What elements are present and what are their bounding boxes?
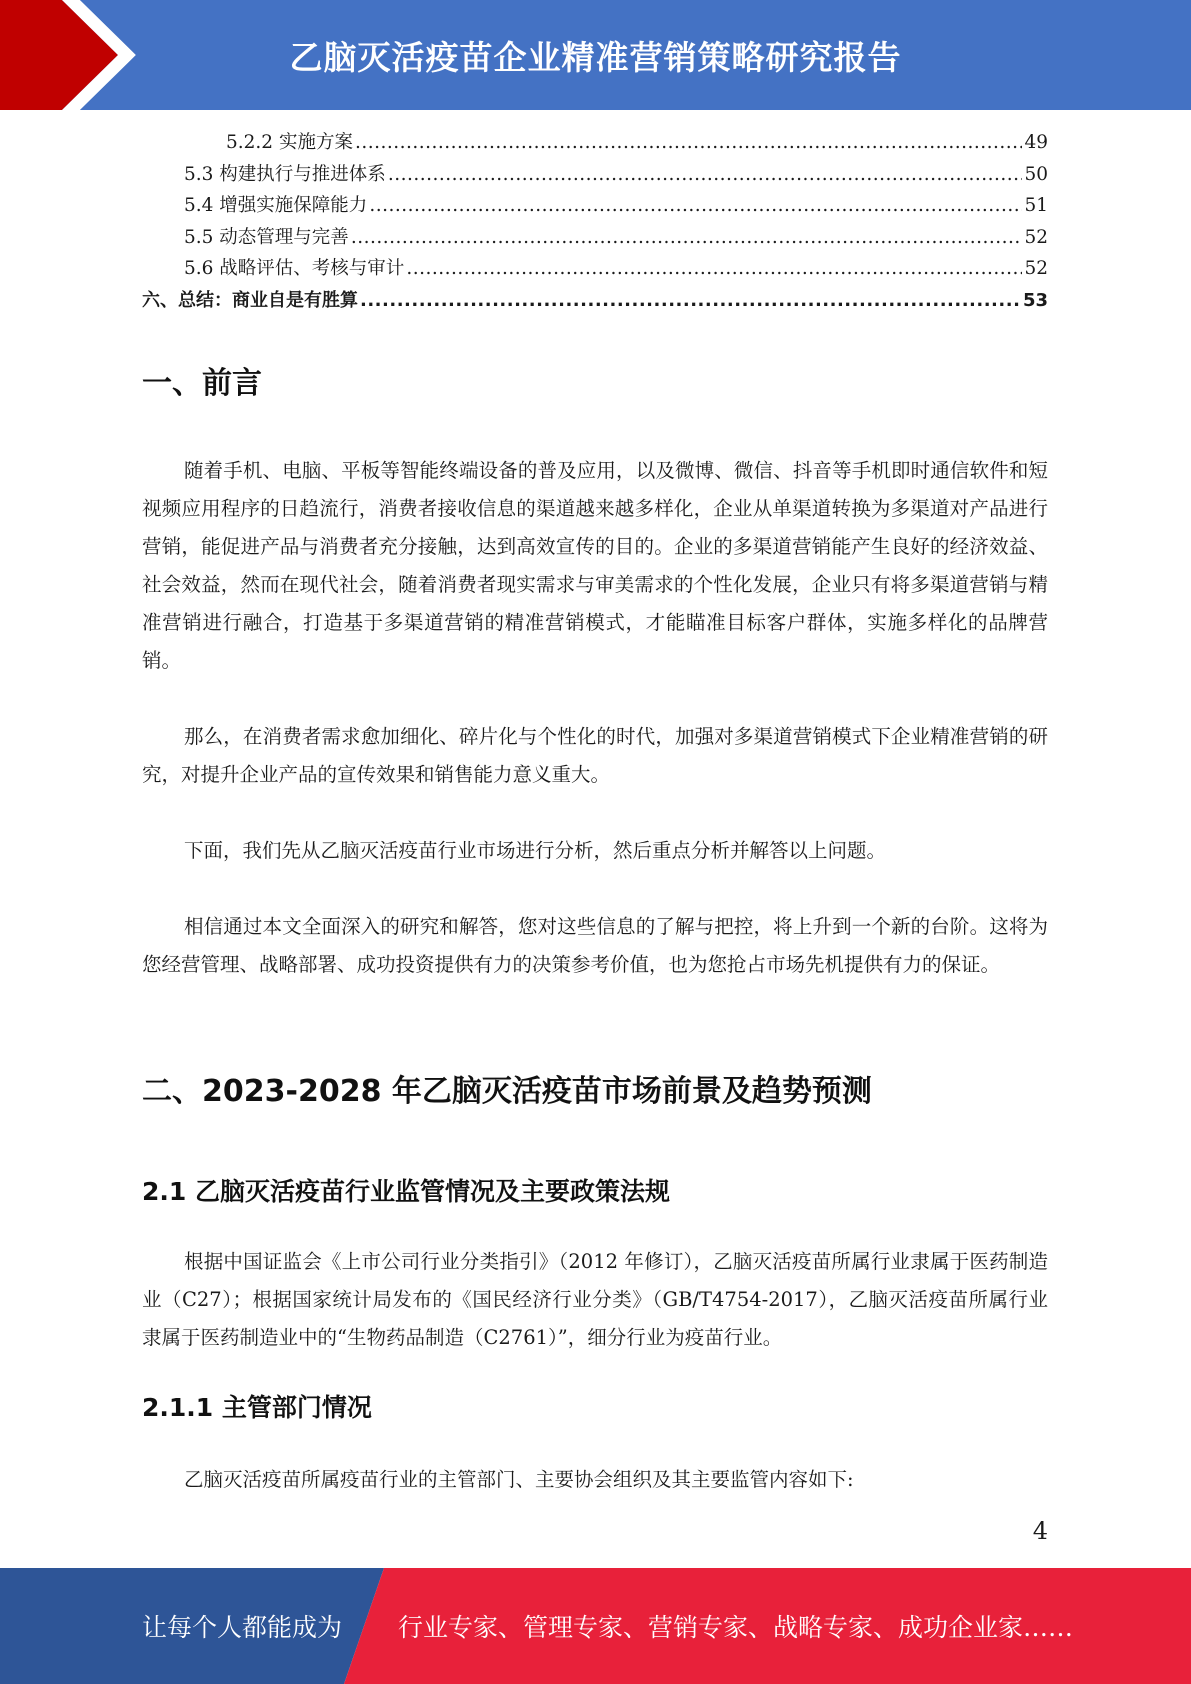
toc-page: 52 bbox=[1024, 226, 1048, 248]
footer-slogan-left: 让每个人都能成为 bbox=[142, 1613, 343, 1642]
toc-page: 52 bbox=[1024, 258, 1048, 279]
toc-page: 53 bbox=[1022, 289, 1048, 311]
toc-label: 5.3 构建执行与推进体系 bbox=[184, 163, 386, 185]
page-footer bbox=[0, 1568, 1191, 1684]
toc-entry[interactable] bbox=[142, 223, 1048, 255]
toc-page: 50 bbox=[1024, 163, 1048, 185]
toc-leader-dots bbox=[355, 132, 1023, 153]
toc-label: 5.5 动态管理与完善 bbox=[184, 226, 349, 248]
toc-leader-dots bbox=[351, 227, 1023, 248]
section-heading-preface: 一、前言 bbox=[142, 366, 262, 401]
page-number: 4 bbox=[1032, 1517, 1048, 1545]
paragraph: 那么，在消费者需求愈加细化、碎片化与个性化的时代，加强对多渠道营销模式下企业精准营销的研究，对提升企业产品的宣传效果和销售能力意义重大。 bbox=[142, 725, 1048, 786]
table-of-contents bbox=[142, 128, 1048, 317]
toc-entry[interactable] bbox=[142, 254, 1048, 286]
toc-label: 5.6 战略评估、考核与审计 bbox=[184, 258, 405, 279]
toc-leader-dots bbox=[369, 195, 1022, 216]
paragraph: 乙脑灭活疫苗所属疫苗行业的主管部门、主要协会组织及其主要监管内容如下: bbox=[184, 1468, 854, 1491]
paragraph: 下面，我们先从乙脑灭活疫苗行业市场进行分析，然后重点分析并解答以上问题。 bbox=[184, 839, 887, 862]
toc-leader-dots bbox=[388, 164, 1023, 185]
section-heading-market-forecast: 二、2023-2028 年乙脑灭活疫苗市场前景及趋势预测 bbox=[142, 1074, 872, 1109]
page-header bbox=[0, 0, 1191, 110]
paragraph: 随着手机、电脑、平板等智能终端设备的普及应用，以及微博、微信、抖音等手机即时通信软件和短视频应用程序的日趋流行，消费者接收信息的渠道越来越多样化，企业从单渠道转换为多渠道对产品进行营销，能促进产品与消费者充分接触，达到高效宣传的目的。企业的多渠道营销能产生良好的经济效益、社会效益，然而在现代社会，随着消费者现实需求与审美需求的个性化发展，企业只有将多渠道营销与精准营销进行融合，打造基于多渠道营销的精准营销模式，才能瞄准目标客户群体，实施多样化的品牌营销。 bbox=[142, 459, 1048, 672]
toc-entry[interactable] bbox=[142, 191, 1048, 223]
toc-label: 5.4 增强实施保障能力 bbox=[184, 195, 368, 216]
subsection-heading: 2.1 乙脑灭活疫苗行业监管情况及主要政策法规 bbox=[142, 1177, 670, 1206]
toc-leader-dots bbox=[406, 258, 1022, 279]
toc-entry[interactable] bbox=[142, 286, 1048, 318]
toc-page: 51 bbox=[1024, 195, 1048, 216]
red-chevron-icon bbox=[0, 0, 150, 110]
toc-leader-dots bbox=[360, 290, 1021, 311]
paragraph: 相信通过本文全面深入的研究和解答，您对这些信息的了解与把控，将上升到一个新的台阶。这将为您经营管理、战略部署、成功投资提供有力的决策参考价值，也为您抢占市场先机提供有力的保证。 bbox=[142, 915, 1048, 976]
toc-entry[interactable] bbox=[142, 128, 1048, 160]
toc-entry[interactable] bbox=[142, 160, 1048, 192]
footer-slogan-right: 行业专家、管理专家、营销专家、战略专家、成功企业家…… bbox=[398, 1613, 1074, 1642]
report-title: 乙脑灭活疫苗企业精准营销策略研究报告 bbox=[289, 37, 902, 77]
toc-label: 5.2.2 实施方案 bbox=[226, 132, 353, 153]
subsection-heading: 2.1.1 主管部门情况 bbox=[142, 1393, 372, 1422]
paragraph: 根据中国证监会《上市公司行业分类指引》（2012 年修订），乙脑灭活疫苗所属行业隶属于医药制造业（C27）；根据国家统计局发布的《国民经济行业分类》（GB/T4754-2017），乙脑灭活疫苗所属行业隶属于医药制造业中的“生物药品制造（C2761）”，细分行业为疫苗行业。 bbox=[142, 1250, 1048, 1349]
toc-page: 49 bbox=[1024, 132, 1048, 153]
toc-label: 六、总结：商业自是有胜算 bbox=[142, 289, 358, 311]
